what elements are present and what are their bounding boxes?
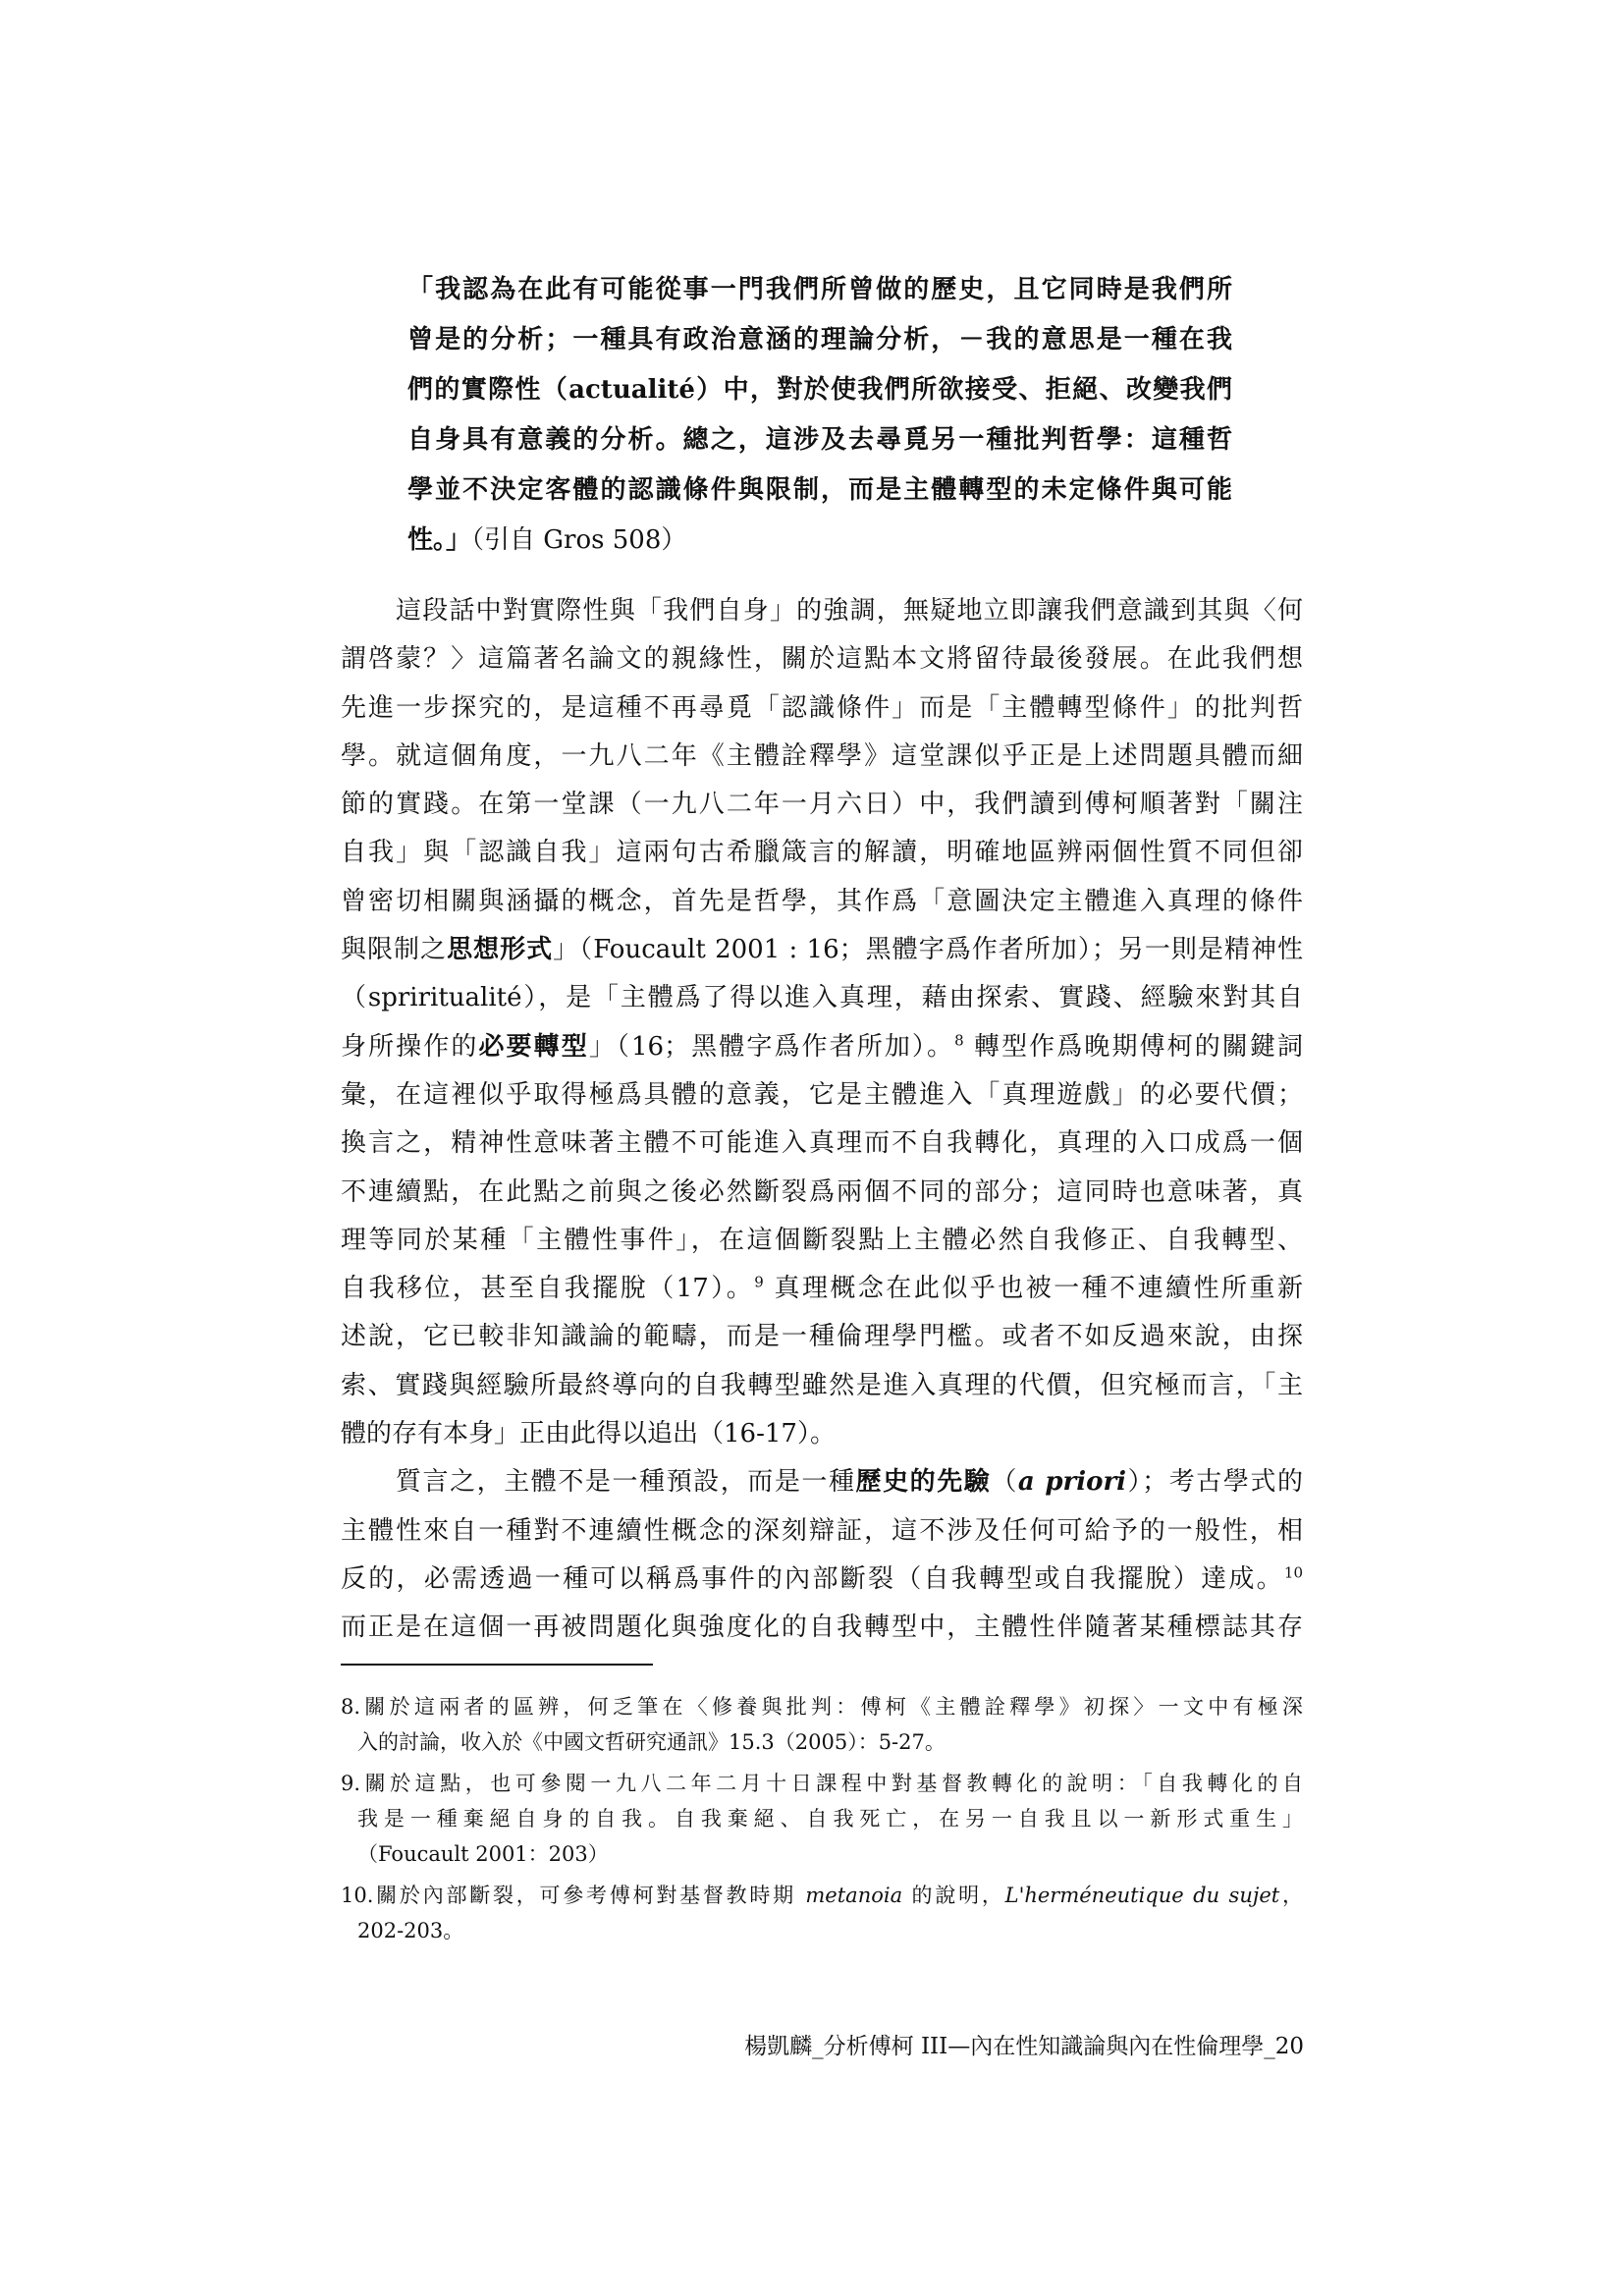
- body-line: 不連續點，在此點之前與之後必然斷裂爲兩個不同的部分；這同時也意味著，真: [341, 1176, 1303, 1207]
- footnote-line: 我是一種棄絕自身的自我。自我棄絕、自我死亡，在另一自我且以一新形式重生」: [357, 1807, 1303, 1831]
- block-quote: [407, 265, 1232, 566]
- italic-term: metanoia: [805, 1884, 903, 1907]
- quote-line: 們的實際性（actualité）中，對於使我們所欲接受、拒絕、改變我們: [407, 375, 1232, 405]
- quote-line: 曾是的分析；一種具有政治意涵的理論分析，－我的意思是一種在我: [407, 325, 1232, 355]
- body-text-run: 質言之，主體不是一種預設，而是一種: [396, 1467, 856, 1498]
- body-line: 換言之，精神性意味著主體不可能進入真理而不自我轉化，真理的入口成爲一個: [341, 1128, 1303, 1159]
- body-line: （spriritualité），是「主體爲了得以進入真理，藉由探索、實踐、經驗來對其自: [341, 983, 1303, 1013]
- footnote-line: [341, 1878, 1303, 1913]
- body-text-run: ）；考古學式的: [1126, 1467, 1303, 1498]
- body-text-run: 真理概念在此似乎也被一種不連續性所重新: [763, 1274, 1303, 1304]
- body-line: 節的實踐。在第一堂課（一九八二年一月六日）中，我們讀到傅柯順著對「關注: [341, 790, 1303, 820]
- body-text-run: 自我移位，甚至自我擺脫（17）。: [341, 1274, 755, 1304]
- footnote-line: 9.關於這點，也可參閱一九八二年二月十日課程中對基督教轉化的說明：「自我轉化的自: [341, 1772, 1303, 1795]
- body-text-run: 」（Foucault 2001 : 16；黑體字爲作者所加）；另一則是精神性: [553, 935, 1303, 965]
- book-title: L'herméneutique du sujet: [1004, 1884, 1280, 1907]
- quote-line-last: [407, 516, 1232, 566]
- body-line: [341, 926, 1303, 974]
- footnote-8: [341, 1689, 1303, 1760]
- footnote-rule: [341, 1664, 653, 1666]
- body-line: [341, 1265, 1303, 1313]
- body-line: [341, 1458, 1303, 1506]
- footnote-line: （Foucault 2001：203）: [357, 1842, 609, 1866]
- body-line: 曾密切相關與涵攝的概念，首先是哲學，其作爲「意圖決定主體進入真理的條件: [341, 886, 1303, 916]
- body-line: 自我」與「認識自我」這兩句古希臘箴言的解讀，明確地區辨兩個性質不同但卻: [341, 838, 1303, 868]
- italic-term: a priori: [1017, 1467, 1127, 1498]
- quote-line: 自身具有意義的分析。總之，這涉及去尋覓另一種批判哲學：這種哲: [407, 425, 1232, 455]
- body-line: 學。就這個角度，一九八二年《主體詮釋學》這堂課似乎正是上述問題具體而細: [341, 740, 1303, 771]
- footnote-ref[interactable]: 8: [954, 1031, 964, 1050]
- footnote-line: 202-203。: [357, 1919, 464, 1942]
- footnote-9: [341, 1766, 1303, 1872]
- footnote-line: 入的討論，收入於《中國文哲研究通訊》15.3（2005）：5-27。: [357, 1730, 946, 1754]
- bold-term: 必要轉型: [478, 1031, 589, 1062]
- body-line: 先進一步探究的，是這種不再尋覓「認識條件」而是「主體轉型條件」的批判哲: [341, 692, 1303, 723]
- body-line: 彙，在這裡似乎取得極爲具體的意義，它是主體進入「真理遊戲」的必要代價；: [341, 1079, 1303, 1110]
- footnote-ref[interactable]: 10: [1283, 1563, 1303, 1582]
- running-footer: 楊凱麟_分析傅柯 III—內在性知識論與內在性倫理學_20: [744, 2034, 1304, 2059]
- footnote-ref[interactable]: 9: [754, 1273, 764, 1291]
- body-line: 索、實踐與經驗所最終導向的自我轉型雖然是進入真理的代價，但究極而言，「主: [341, 1370, 1303, 1400]
- body-line: 理等同於某種「主體性事件」，在這個斷裂點上主體必然自我修正、自我轉型、: [341, 1225, 1303, 1255]
- body-line: 主體性來自一種對不連續性概念的深刻辯証，這不涉及任何可給予的一般性，相: [341, 1515, 1303, 1546]
- quote-line: 「我認為在此有可能從事一門我們所曾做的歷史，且它同時是我們所: [407, 275, 1232, 304]
- body-text-run: 與限制之: [341, 935, 448, 965]
- body-text: [341, 587, 1303, 1653]
- body-line: [341, 1556, 1303, 1604]
- body-text-run: （: [991, 1467, 1018, 1498]
- footnote-text-run: 的說明，: [902, 1884, 1005, 1907]
- body-text-run: 轉型作爲晚期傅柯的關鍵詞: [963, 1031, 1303, 1062]
- body-text-run: 」（16；黑體字爲作者所加）。: [588, 1031, 955, 1062]
- body-line: 述說，它已較非知識論的範疇，而是一種倫理學門檻。或者不如反過來說，由探: [341, 1322, 1303, 1352]
- quote-line: 學並不決定客體的認識條件與限制，而是主體轉型的未定條件與可能: [407, 475, 1232, 505]
- footnote-line: 8.關於這兩者的區辨，何乏筆在〈修養與批判：傅柯《主體詮釋學》初探〉一文中有極深: [341, 1695, 1303, 1719]
- body-line: 這段話中對實際性與「我們自身」的強調，無疑地立即讓我們意識到其與〈何: [396, 596, 1303, 626]
- bold-term: 歷史的先驗: [855, 1467, 992, 1498]
- footnote-text-run: ，: [1279, 1884, 1303, 1907]
- footnote-10: [341, 1878, 1303, 1948]
- body-line: [341, 1023, 1303, 1071]
- footnotes: [341, 1689, 1303, 1954]
- body-text-run: 身所操作的: [341, 1031, 479, 1062]
- body-line: 而正是在這個一再被問題化與強度化的自我轉型中，主體性伴隨著某種標誌其存: [341, 1613, 1303, 1643]
- quote-citation: （引自 Gros 508）: [471, 525, 687, 555]
- body-line: 謂啓蒙？〉這篇著名論文的親緣性，關於這點本文將留待最後發展。在此我們想: [341, 644, 1303, 675]
- footnote-text-run: 10.關於內部斷裂，可參考傅柯對基督教時期: [341, 1884, 806, 1907]
- bold-term: 思想形式: [447, 935, 554, 965]
- body-line: 體的存有本身」正由此得以追出（16-17）。: [341, 1419, 836, 1449]
- quote-last-text: 性。」: [407, 525, 472, 555]
- body-text-run: 反的，必需透過一種可以稱爲事件的內部斷裂（自我轉型或自我擺脫）達成。: [341, 1563, 1284, 1594]
